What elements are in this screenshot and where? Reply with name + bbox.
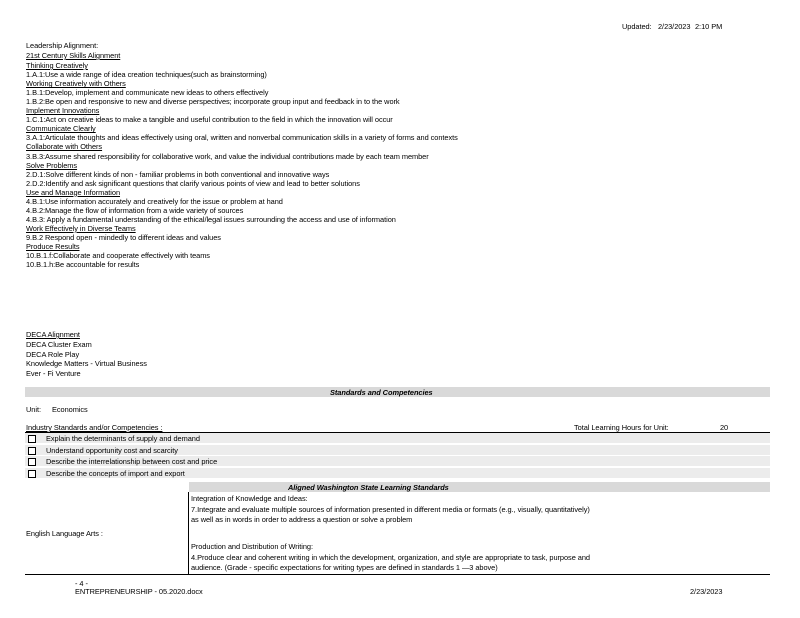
skill-item: 4.B.3: Apply a fundamental understanding of the ethical/legal issues surrounding the access and use of information bbox=[26, 214, 396, 224]
deca-item: DECA Cluster Exam bbox=[26, 340, 92, 349]
skill-heading: Produce Results bbox=[26, 242, 80, 251]
footer-file: ENTREPRENEURSHIP - 05.2020.docx bbox=[75, 587, 203, 596]
updated-time: 2:10 PM bbox=[695, 22, 723, 31]
unit-label: Unit: bbox=[26, 405, 41, 414]
skill-item: 1.B.2:Be open and responsive to new and diverse perspectives; incorporate group input and feedback in to the work bbox=[26, 97, 400, 107]
deca-title: DECA Alignment bbox=[26, 330, 80, 339]
deca-item: Ever - Fi Venture bbox=[26, 368, 81, 378]
skill-item: 1.C.1:Act on creative ideas to make a tangible and useful contribution to the field in which the innovation will occur bbox=[26, 115, 393, 125]
standards-section-title: Standards and Competencies bbox=[330, 388, 433, 397]
checkbox-icon[interactable] bbox=[28, 470, 36, 478]
standard-heading: Production and Distribution of Writing: bbox=[191, 542, 313, 551]
century-skills-title: 21st Century Skills Alignment bbox=[26, 51, 121, 60]
skill-item: 3.B.3:Assume shared responsibility for collaborative work, and value the individual contributions made by each team member bbox=[26, 151, 429, 161]
competency-text: Explain the determinants of supply and demand bbox=[46, 434, 200, 443]
checkbox-icon[interactable] bbox=[28, 435, 36, 443]
checkbox-icon[interactable] bbox=[28, 458, 36, 466]
updated-date: 2/23/2023 bbox=[658, 22, 691, 31]
unit-value: Economics bbox=[52, 405, 88, 414]
deca-item: DECA Role Play bbox=[26, 349, 80, 359]
skill-item: 1.B.1:Develop, implement and communicate new ideas to others effectively bbox=[26, 88, 269, 98]
standard-text: audience. (Grade - specific expectations for writing types are defined in standards 1 —3 above) bbox=[191, 563, 498, 572]
skill-heading: Collaborate with Others bbox=[26, 142, 103, 152]
skill-heading: Communicate Clearly bbox=[26, 124, 96, 134]
competency-text: Understand opportunity cost and scarcity bbox=[46, 445, 178, 455]
skill-item: 2.D.1:Solve different kinds of non - familiar problems in both conventional and innovative ways bbox=[26, 169, 330, 179]
skill-item: 4.B.2:Manage the flow of information from a wide variety of sources bbox=[26, 205, 244, 215]
subject-label: English Language Arts : bbox=[26, 529, 103, 538]
updated-label: Updated: bbox=[622, 22, 652, 31]
skill-item: 4.B.1:Use information accurately and creatively for the issue or problem at hand bbox=[26, 196, 283, 206]
skill-item: 10.B.1.h:Be accountable for results bbox=[26, 260, 140, 270]
checkbox-icon[interactable] bbox=[28, 447, 36, 455]
skill-heading: Thinking Creatively bbox=[26, 61, 88, 70]
footer-date: 2/23/2023 bbox=[690, 587, 723, 596]
subject-divider bbox=[188, 492, 189, 574]
aligned-section-title: Aligned Washington State Learning Standards bbox=[288, 483, 449, 492]
skill-item: 3.A.1:Articulate thoughts and ideas effectively using oral, written and nonverbal communication skills in a variety of forms and contexts bbox=[26, 133, 458, 143]
footer-page: - 4 - bbox=[75, 579, 88, 588]
competency-text: Describe the concepts of import and export bbox=[46, 468, 185, 478]
skill-item: 10.B.1.f:Collaborate and cooperate effectively with teams bbox=[26, 251, 210, 261]
skill-item: 9.B.2 Respond open - mindedly to different ideas and values bbox=[26, 233, 221, 242]
standard-text: 7.Integrate and evaluate multiple sources of information presented in different media or formats (e.g., visually, quantitatively) bbox=[191, 505, 590, 514]
standard-heading: Integration of Knowledge and Ideas: bbox=[191, 494, 308, 503]
standard-text: as well as in words in order to address a question or solve a problem bbox=[191, 515, 413, 524]
aligned-section-bar bbox=[189, 482, 770, 492]
industry-label: Industry Standards and/or Competencies : bbox=[26, 423, 163, 432]
skill-item: 2.D.2:Identify and ask significant questions that clarify various points of view and lead to better solutions bbox=[26, 178, 360, 188]
skill-heading: Work Effectively in Diverse Teams bbox=[26, 223, 136, 233]
table-bottom-rule bbox=[25, 574, 770, 575]
deca-item: Knowledge Matters - Virtual Business bbox=[26, 359, 147, 368]
standard-text: 4.Produce clear and coherent writing in which the development, organization, and style are appropriate to task, purpose and bbox=[191, 553, 590, 562]
skill-heading: Working Creatively with Others bbox=[26, 79, 126, 89]
competency-text: Describe the interrelationship between cost and price bbox=[46, 457, 218, 466]
leadership-title: Leadership Alignment: bbox=[26, 41, 99, 50]
skill-item: 1.A.1:Use a wide range of idea creation techniques(such as brainstorming) bbox=[26, 70, 267, 79]
skill-heading: Use and Manage Information bbox=[26, 187, 121, 197]
total-hours-value: 20 bbox=[720, 423, 729, 432]
skill-heading: Solve Problems bbox=[26, 160, 78, 170]
skill-heading: Implement Innovations bbox=[26, 106, 100, 116]
total-hours-label: Total Learning Hours for Unit: bbox=[574, 423, 669, 432]
